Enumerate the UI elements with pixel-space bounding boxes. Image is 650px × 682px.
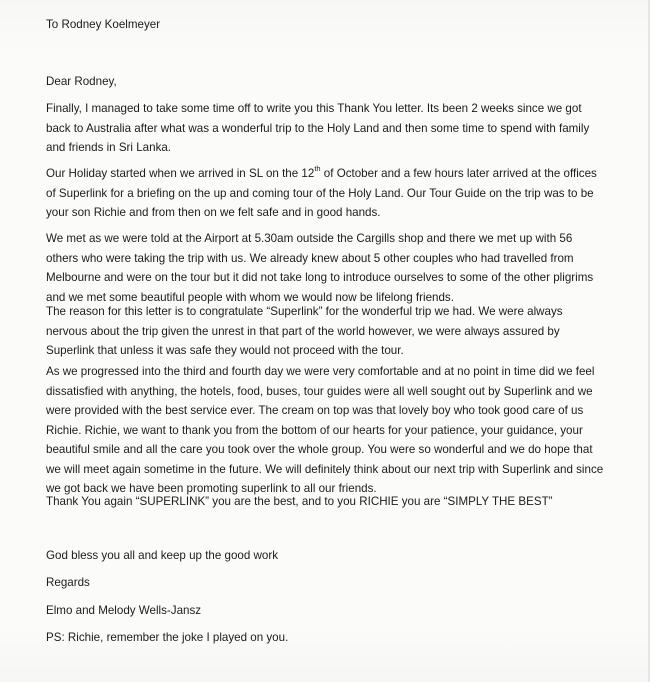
signature-line: Elmo and Melody Wells-Jansz [46, 604, 202, 617]
paragraph-thanks: Thank You again “SUPERLINK” you are the best, and to you RICHIE you are “SIMPLY THE BEST” [46, 495, 553, 508]
paragraph-holiday-start [46, 164, 606, 223]
paragraph-intro: Finally, I managed to take some time off to write you this Thank You letter. Its been 2 weeks since we got back to Australia after what was a wonderful trip to the Holy Land and then some time to spend with family and friends in Sri Lanka. [46, 102, 590, 154]
postscript-line: PS: Richie, remember the joke I played on you. [46, 631, 289, 644]
blessing-line: God bless you all and keep up the good work [46, 549, 279, 562]
paragraph-holiday-start-rest: of October and a few hours later arrived at the offices of Superlink for a briefing on the up and coming tour of the Holy Land. Our Tour Guide on the trip was to be your son Richie and from then on we felt safe and in good hands. [46, 167, 597, 219]
ordinal-suffix: th [314, 164, 321, 174]
paragraph-holiday-start-text: Our Holiday started when we arrived in SL on the 12 [46, 167, 315, 180]
paragraph-congratulate: The reason for this letter is to congratulate “Superlink” for the wonderful trip we had. We were always nervous about the trip given the unrest in that part of the world however, we were always assured by Superlink that unless it was safe they would not proceed with the tour. [46, 305, 563, 357]
closing-line: Regards [46, 576, 90, 589]
recipient-line: To Rodney Koelmeyer [46, 18, 161, 31]
paragraph-airport: We met as we were told at the Airport at 5.30am outside the Cargills shop and there we met up with 56 others who were taking the trip with us. We already knew about 5 other couples who had travelled from Melbourne and were on the tour but it did not take long to introduce ourselves to some of the other pligrims and we met some beautiful people with whom we would now be lifelong friends. [46, 232, 594, 304]
salutation: Dear Rodney, [46, 75, 117, 88]
paragraph-progress: As we progressed into the third and fourth day we were very comfortable and at no point in time did we feel dissatisfied with anything, the hotels, food, buses, tour guides were all well sought out by Superlink and we were provided with the best service ever. The cream on top was that lovely boy who took good care of us Richie. Richie, we want to thank you from the bottom of our hearts for your patience, your guidance, your beautiful smile and all the care you took over the whole group. You were so wonderful and we do hope that we will meet again sometime in the future. We will definitely think about our next trip with Superlink and since we got back we have been promoting superlink to all our friends. [46, 365, 604, 495]
